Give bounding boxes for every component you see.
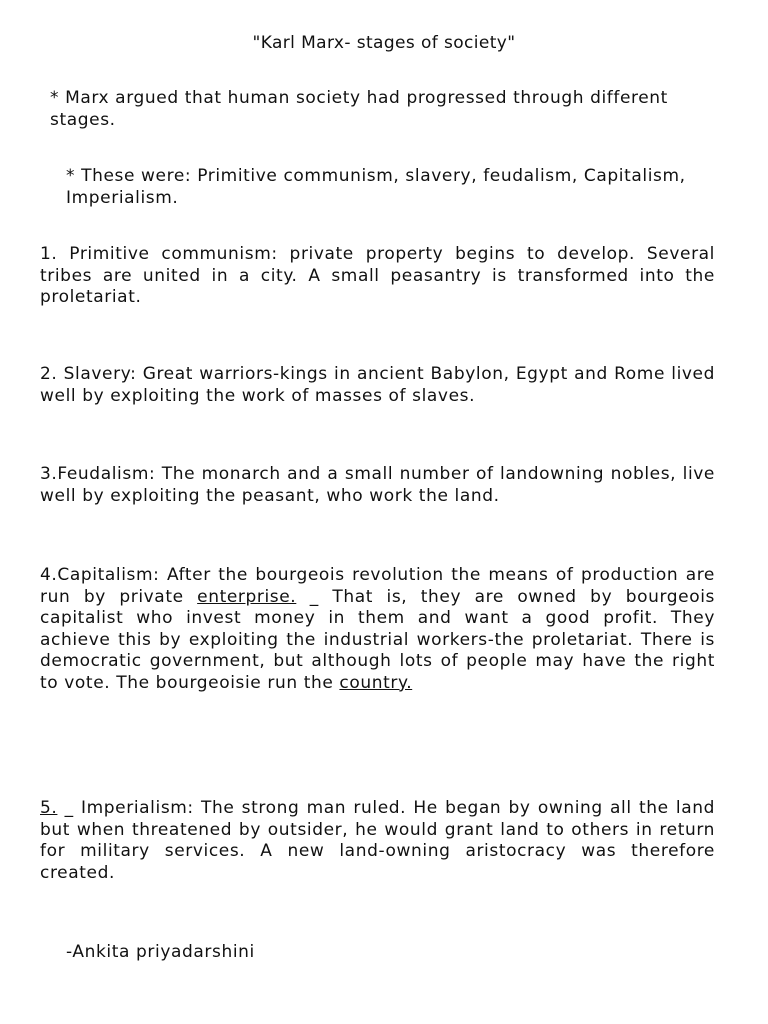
stage-slavery: 2. Slavery: Great warriors-kings in ancient Babylon, Egypt and Rome lived well by exploiting the work of masses of slaves. [40, 364, 715, 406]
stage-capitalism [40, 565, 715, 694]
capitalism-text-2: That is, they are owned by bourgeois capitalist who invest money in them and want a good profit. They achieve this by exploiting the industrial workers-the proletariat. There is democratic government, but although lots of people may have the right to vote. The bourgeoisie run the [40, 586, 715, 693]
underlined-enterprise: enterprise. [197, 586, 297, 607]
author-signature: -Ankita priyadarshini [66, 942, 255, 962]
intro-point-1: * Marx argued that human society had progressed through different stages. [50, 88, 668, 130]
imperialism-text: Imperialism: The strong man ruled. He began by owning all the land but when threatened by outsider, he would grant land to others in return for military services. A new land-owning aristocracy was therefore created. [40, 798, 715, 883]
stage-imperialism [40, 798, 715, 884]
imperialism-dash: _ [57, 798, 82, 818]
intro-point-2: * These were: Primitive communism, slavery, feudalism, Capitalism, Imperialism. [66, 166, 686, 208]
imperialism-number: 5. [40, 798, 58, 818]
underlined-country: country. [339, 672, 413, 693]
capitalism-text-1: 4.Capitalism: After the bourgeois revolution the means of production are run by private [40, 565, 715, 607]
stage-feudalism: 3.Feudalism: The monarch and a small number of landowning nobles, live well by exploiting the peasant, who work the land. [40, 464, 715, 506]
capitalism-dash: _ [296, 586, 333, 607]
stage-primitive-communism: 1. Primitive communism: private property begins to develop. Several tribes are united in a city. A small peasantry is transformed into the proletariat. [40, 244, 715, 307]
page-title: "Karl Marx- stages of society" [252, 33, 516, 53]
